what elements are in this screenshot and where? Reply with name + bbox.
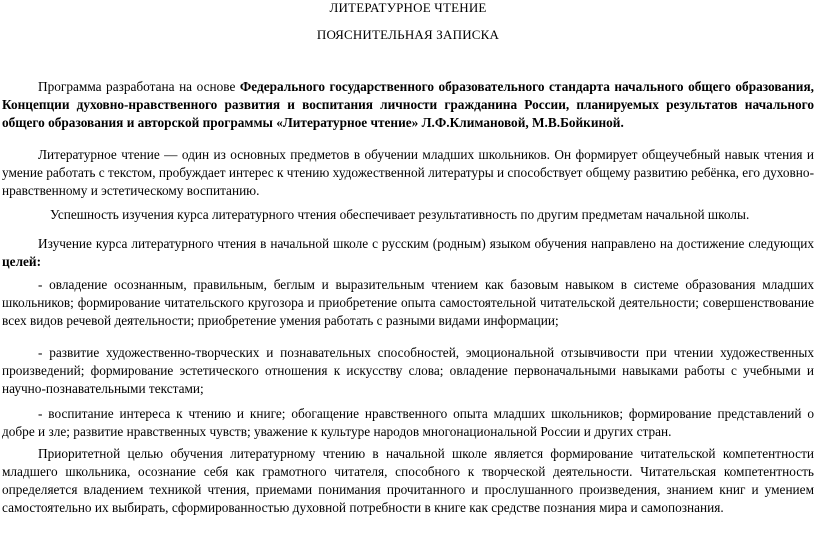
paragraph-subject: Литературное чтение — один из основных предметов в обучении младших школьников. Он формирует общеучебный навык чтения и умение работать с текстом, пробуждает интерес к чтению художественной литературы и способствует общему развитию ребёнка, его духовно-нравственному и эстетическому воспитанию. <box>2 147 814 198</box>
goal-item: - воспитание интереса к чтению и книге; обогащение нравственного опыта младших школьников; формирование представлений о добре и зле; развитие нравственных чувств; уважение к культуре народов многонациональной России и других стран. <box>2 406 814 439</box>
document-title: ЛИТЕРАТУРНОЕ ЧТЕНИЕ <box>329 0 487 15</box>
goal-item: - овладение осознанным, правильным, беглым и выразительным чтением как базовым навыком в системе образования младших школьников; формирование читательского кругозора и приобретение опыта самостоятельной читательской деятельности; совершенствование всех видов речевой деятельности; приобретение умения работать с разными видами информации; <box>2 277 814 328</box>
intro-paragraph <box>2 78 814 132</box>
paragraph-success: Успешность изучения курса литературного чтения обеспечивает результативность по другим предметам начальной школы. <box>50 207 750 222</box>
goals-intro-bold: целей: <box>2 254 42 269</box>
intro-bold: Федерального государственного образовательного стандарта начального общего образования, Концепции духовно-нравственного развития и воспитания личности гражданина России, планируемых результатов начального общего образования и авторской программы «Литературное чтение» Л.Ф.Климановой, М.В.Бойкиной. <box>2 79 814 130</box>
goal-item: - развитие художественно-творческих и познавательных способностей, эмоциональной отзывчивости при чтении художественных произведений; формирование эстетического отношения к искусству слова; овладение первоначальными навыками работы с учебными и научно-познавательными текстами; <box>2 345 814 396</box>
document-subtitle: ПОЯСНИТЕЛЬНАЯ ЗАПИСКА <box>316 27 500 42</box>
intro-lead: Программа разработана на основе <box>38 79 240 94</box>
goals-intro-lead: Изучение курса литературного чтения в начальной школе с русским (родным) языком обучения направлено на достижение следующих <box>38 236 814 251</box>
paragraph-goals-intro <box>2 235 814 271</box>
paragraph-priority-goal: Приоритетной целью обучения литературному чтению в начальной школе является формирование читательской компетентности младшего школьника, осознание себя как грамотного читателя, способного к творческой деятельности. Читательская компетентность определяется владением техникой чтения, приемами понимания прочитанного и прослушанного произведения, знанием книг и умением самостоятельно их выбирать, сформированностью духовной потребности в книге как средстве познания мира и самопознания. <box>2 446 814 515</box>
